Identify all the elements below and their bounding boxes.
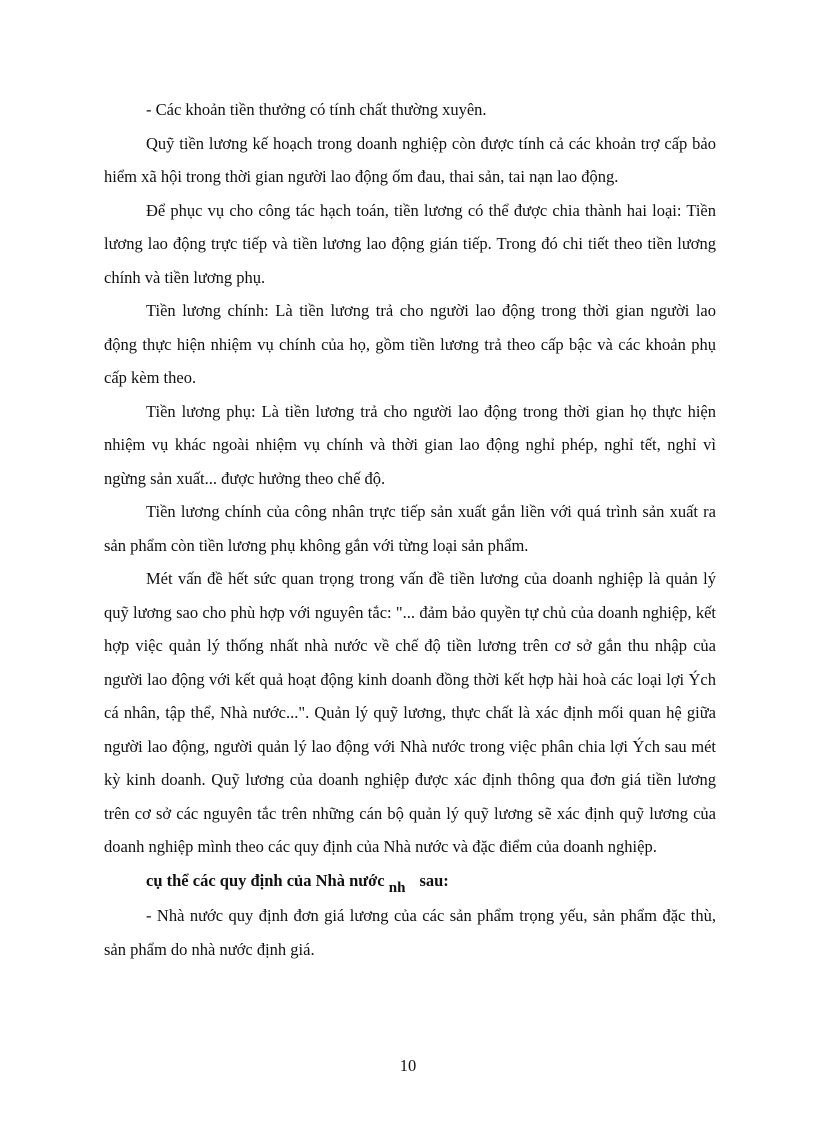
paragraph-last: - Nhà nước quy định đơn giá lương của các sản phẩm trọng yếu, sản phẩm đặc thù, sản phẩm do nhà nước định giá. [104, 906, 716, 959]
bold-line-subscript: nh [388, 879, 406, 896]
bold-line-after: sau: [419, 870, 449, 890]
paragraph-2: Quỹ tiền lương kế hoạch trong doanh nghiệp còn được tính cả các khoản trợ cấp bảo hiểm xã hội trong thời gian người lao động ốm đau, thai sản, tai nạn lao động. [104, 133, 716, 186]
bold-heading-line [104, 864, 716, 900]
paragraph-4: Tiền lương chính: Là tiền lương trả cho người lao động trong thời gian người lao động thực hiện nhiệm vụ chính của họ, gồm tiền lương trả theo cấp bậc và các khoản phụ cấp kèm theo. [104, 301, 716, 387]
paragraph-7: Mét vấn đề hết sức quan trọng trong vấn đề tiền lương của doanh nghiệp là quản lý quỹ lương sao cho phù hợp với nguyên tắc: "... đảm bảo quyền tự chủ của doanh nghiệp, kết hợp việc quản lý thống nhất nhà nước về chế độ tiền lương trên cơ sở gắn thu nhập của người lao động với kết quả hoạt động kinh doanh đồng thời kết hợp hài hoà các loại lợi Ých cá nhân, tập thể, Nhà nước...". Quản lý quỹ lương, thực chất là xác định mối quan hệ giữa người lao động, người quản lý lao động với Nhà nước trong việc phân chia lợi Ých sau mét kỳ kinh doanh. Quỹ lương của doanh nghiệp được xác định thông qua đơn giá tiền lương trên cơ sở các nguyên tắc trên những cán bộ quản lý quỹ lương sẽ xác định quỹ lương của doanh nghiệp mình theo các quy định của Nhà nước và đặc điểm của doanh nghiệp. [104, 569, 716, 856]
paragraph-5: Tiền lương phụ: Là tiền lương trả cho người lao động trong thời gian họ thực hiện nhiệm vụ khác ngoài nhiệm vụ chính và thời gian lao động nghỉ phép, nghỉ tết, nghỉ vì ngừng sản xuất... được hưởng theo chế độ. [104, 401, 716, 488]
paragraph-1: - Các khoản tiền thưởng có tính chất thường xuyên. [146, 100, 487, 119]
page-number: 10 [399, 1056, 417, 1075]
paragraph-3: Để phục vụ cho công tác hạch toán, tiền lương có thể được chia thành hai loại: Tiền lương lao động trực tiếp và tiền lương lao động gián tiếp. Trong đó chi tiết theo tiền lương chính và tiền lương phụ. [104, 200, 716, 287]
paragraph-6: Tiền lương chính của công nhân trực tiếp sản xuất gắn liền với quá trình sản xuất ra sản phẩm còn tiền lương phụ không gắn với từng loại sản phẩm. [104, 502, 716, 555]
document-body [104, 93, 716, 966]
bold-line-before: cụ thể các quy định của Nhà nước [146, 870, 389, 890]
